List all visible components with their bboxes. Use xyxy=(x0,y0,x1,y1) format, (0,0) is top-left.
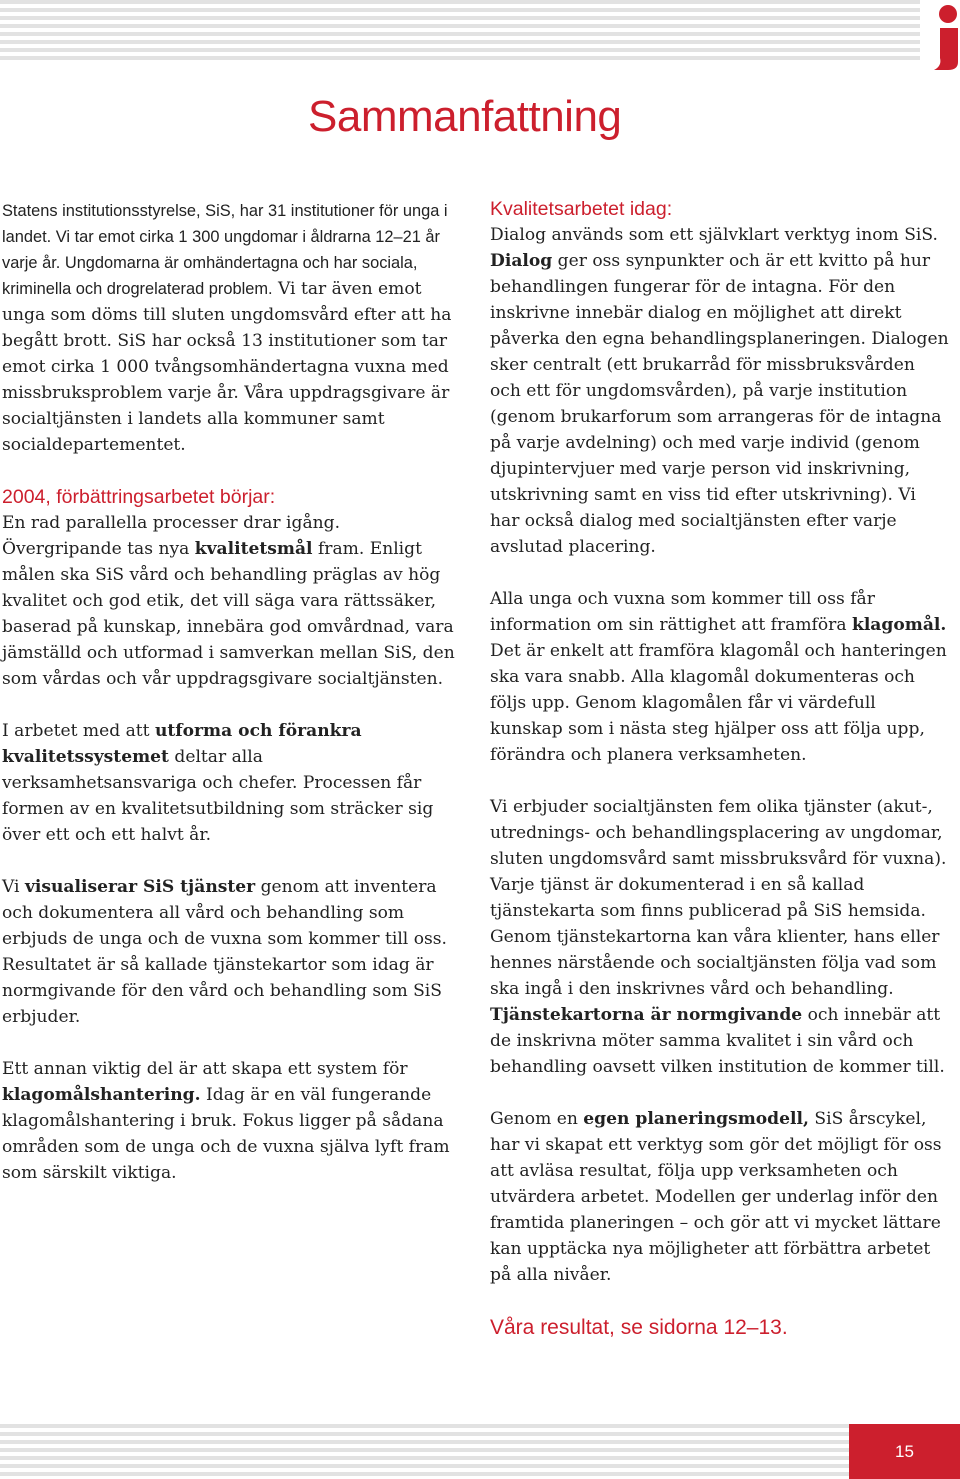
text-span: Vi xyxy=(2,877,25,897)
bold-span: klagomålshantering. xyxy=(2,1085,201,1105)
bold-span: Dialog xyxy=(490,251,553,271)
text-span: deltar alla verksamhetsansvariga och chefer. Processen får formen av en kvalitetsutbildning som sträcker sig över ett och ett halvt år. xyxy=(2,747,434,845)
footer-stripes xyxy=(0,1424,960,1479)
right-column xyxy=(490,196,950,1368)
paragraph-quality-system xyxy=(2,718,460,848)
intro-rest-text: Vi tar även emot unga som döms till sluten ungdomsvård efter att ha begått brott. SiS har också 13 institutioner som tar emot cirka 1 000 tvångsomhändertagna vuxna med missbruksproblem varje år. Våra uppdragsgivare är socialtjänsten i landets alla kommuner samt socialdepartementet. xyxy=(2,279,452,455)
paragraph-complaints-right xyxy=(490,586,950,768)
bold-span: Tjänstekartorna är normgivande xyxy=(490,1005,803,1025)
page-number: 15 xyxy=(849,1424,960,1479)
bold-span: kvalitetsmål xyxy=(194,539,313,559)
paragraph-planning xyxy=(490,1106,950,1288)
text-span: En rad parallella processer drar igång. Övergripande tas nya xyxy=(2,513,341,559)
text-span: Alla unga och vuxna som kommer till oss får information om sin rättighet att framföra xyxy=(490,589,875,635)
bold-span: klagomål. xyxy=(851,615,947,635)
text-span: Genom en xyxy=(490,1109,584,1129)
paragraph-visualize xyxy=(2,874,460,1030)
bold-span: utforma och förankra kvalitetssystemet xyxy=(2,721,362,767)
text-span: Det är enkelt att framföra klagomål och hanteringen ska vara snabb. Alla klagomål dokumenteras och följs upp. Genom klagomålen får vi värdefull kunskap som i nästa steg hjälper oss att följa upp, förändra och planera verksamheten. xyxy=(490,641,947,765)
bold-span: visualiserar SiS tjänster xyxy=(24,877,256,897)
heading-2004: 2004, förbättringsarbetet börjar: xyxy=(2,486,276,508)
text-span: Vi erbjuder socialtjänsten fem olika tjänster (akut-, utrednings- och behandlingsplacering av ungdomar, sluten ungdomsvård samt missbruksvård för vuxna). Varje tjänst är dokumenterad i en så kallad tjänstekarta som finns publicerad på SiS hemsida. Genom tjänstekartorna kan våra klienter, hans eller hennes närstående och socialtjänsten följa vad som ska ingå i den inskrivnes vård och behandling. xyxy=(490,797,947,999)
text-span: Dialog används som ett självklart verktyg inom SiS. xyxy=(490,225,938,245)
text-span: och innebär att de inskrivna möter samma kvalitet i sin vård och behandling oavsett vilken institution de kommer till. xyxy=(490,1005,945,1077)
paragraph-services xyxy=(490,794,950,1080)
intro-paragraph xyxy=(2,198,460,458)
paragraph-complaints xyxy=(2,1056,460,1186)
text-span: ger oss synpunkter och är ett kvitto på hur behandlingen fungerar för de intagna. För den inskrivne innebär dialog en möjlighet att direkt påverka den egna behandlingsplaneringen. Dialogen sker centralt (ett brukarråd för missbruksvården och ett för ungdomsvården), på varje institution (genom brukarforum som arrangeras för de intagna på varje avdelning) och med varje individ (genom djupintervjuer med varje person vid inskrivning, utskrivning samt en viss tid efter utskrivning). Vi har också dialog med socialtjänsten efter varje avslutad placering. xyxy=(490,251,949,557)
heading-quality-today: Kvalitetsarbetet idag: xyxy=(490,198,673,220)
results-link[interactable]: Våra resultat, se sidorna 12–13. xyxy=(490,1316,788,1339)
text-span: I arbetet med att xyxy=(2,721,155,741)
header-stripes xyxy=(0,0,920,64)
paragraph-dialog xyxy=(490,222,950,560)
text-span: fram. Enligt målen ska SiS vård och behandling präglas av hög kvalitet och god etik, det vill säga vara rättssäker, baserad på kunskap, innebära god omvårdnad, vara jämställd och utformad i samverkan mellan SiS, den som vårdas och vår uppdragsgivare socialtjänsten. xyxy=(2,539,455,689)
text-span: SiS årscykel, har vi skapat ett verktyg som gör det möjligt för oss att avläsa resultat, följa upp verksamheten och utvärdera arbetet. Modellen ger underlag inför den framtida planeringen – och gör att vi mycket lättare kan upptäcka nya möjligheter att förbättra arbetet på alla nivåer. xyxy=(490,1109,942,1285)
left-column xyxy=(2,198,460,1212)
paragraph-2004 xyxy=(2,510,460,692)
bold-span: egen planeringsmodell, xyxy=(583,1109,809,1129)
sis-logo-icon xyxy=(928,0,960,70)
page-title: Sammanfattning xyxy=(308,92,622,141)
intro-sans-text: Statens institutionsstyrelse, SiS, har 31 institutioner för unga i landet. Vi tar emot cirka 1 300 ungdomar i åldrarna 12–21 år varje år. Ungdomarna är omhändertagna och har sociala, kriminella och drogrelaterad problem. xyxy=(2,202,448,298)
text-span: genom att inventera och dokumentera all vård och behandling som erbjuds de unga och de vuxna som kommer till oss. Resultatet är så kallade tjänstekartor som idag är normgivande för den vård och behandling som SiS erbjuder. xyxy=(2,877,447,1027)
text-span: Ett annan viktig del är att skapa ett system för xyxy=(2,1059,408,1079)
text-span: Idag är en väl fungerande klagomålshantering i bruk. Fokus ligger på sådana områden som de unga och de vuxna själva lyft fram som särskilt viktiga. xyxy=(2,1085,450,1183)
